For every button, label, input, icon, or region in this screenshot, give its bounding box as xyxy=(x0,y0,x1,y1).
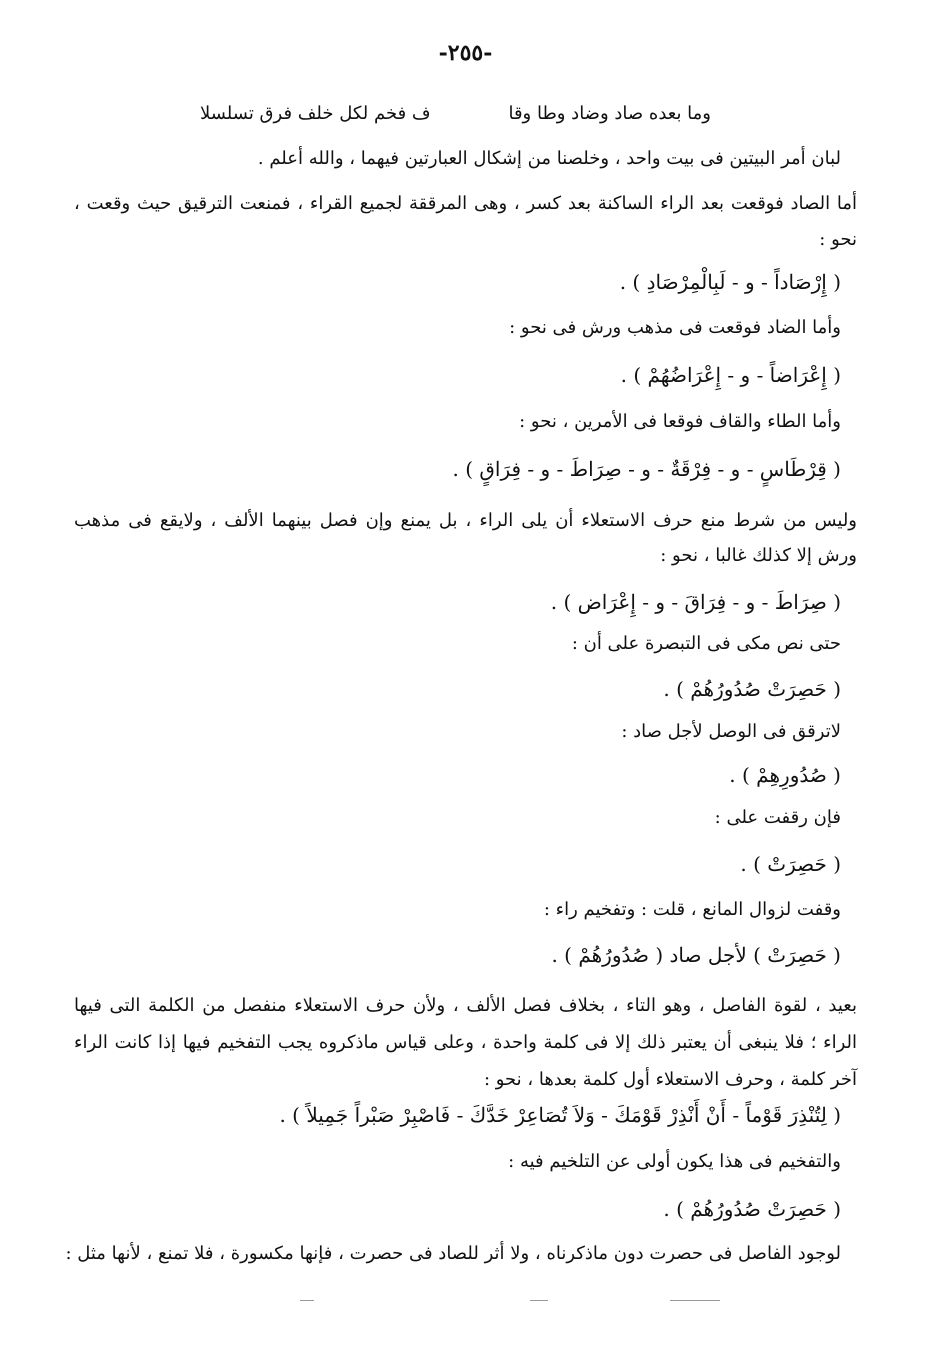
quran-quote: ( صِرَاطَ - و - فِرَاقَ - و - إِعْرَاض ) . xyxy=(550,590,841,614)
quran-quote: ( إِعْرَاضاً - و - إِعْرَاضُهُمْ ) . xyxy=(620,363,841,387)
quran-quote: ( صُدُورِهِمْ ) . xyxy=(729,763,841,787)
footer-rule-marks xyxy=(300,1300,720,1302)
text-line: والتفخيم فى هذا يكون أولى عن التلخيم فيه : xyxy=(508,1151,841,1172)
verse-hemistich-left: ف فخم لكل خلف فرق تسلسلا xyxy=(200,103,431,124)
rule-dash xyxy=(300,1300,314,1301)
paragraph: بعيد ، لقوة الفاصل ، وهو التاء ، بخلاف فصل الألف ، ولأن حرف الاستعلاء منفصل من الكلمة التى فيها الراء ؛ فلا ينبغى أن يعتبر ذلك إلا فى كلمة واحدة ، وعلى قياس ماذكروه يجب التفخيم فيها إذا كانت الراء آخر كلمة ، وحرف الاستعلاء أول كلمة بعدها ، نحو : xyxy=(74,995,857,1090)
text-line: لوجود الفاصل فى حصرت دون ماذكرناه ، ولا أثر للصاد فى حصرت ، فإنها مكسورة ، فلا تمنع ، لأنها مثل : xyxy=(65,1243,841,1264)
text-line: لاترقق فى الوصل لأجل صاد : xyxy=(621,721,841,742)
quran-quote: ( لِتُنْذِرَ قَوْماً - أَنْ أَنْذِرْ قَوْمَكَ - وَلاَ تُصَاعِرْ خَدَّكَ - فَاصْبِرْ صَبْراً جَمِيلاً ) . xyxy=(279,1103,841,1127)
poetry-verse xyxy=(200,103,711,124)
verse-hemistich-right: وما بعده صاد وضاد وطا وقا xyxy=(508,103,711,124)
quran-quote: ( حَصِرَتْ صُدُورُهُمْ ) . xyxy=(663,1197,841,1221)
paragraph: أما الصاد فوقعت بعد الراء الساكنة بعد كسر ، وهى المرققة لجميع القراء ، فمنعت الترقيق حيث وقعت ، نحو : xyxy=(74,193,857,250)
rule-dash xyxy=(670,1300,720,1301)
text-line: وأما الطاء والقاف فوقعا فى الأمرين ، نحو : xyxy=(519,411,841,432)
quran-quote: ( قِرْطَاسٍ - و - فِرْقَةٌ - و - صِرَاطَ - و - فِرَاقٍ ) . xyxy=(452,457,841,481)
rule-dash xyxy=(530,1300,548,1301)
quran-quote: ( حَصِرَتْ ) لأجل صاد ( صُدُورُهُمْ ) . xyxy=(551,943,841,967)
text-line: وقفت لزوال المانع ، قلت : وتفخيم راء : xyxy=(543,899,841,920)
text-line: فإن رقفت على : xyxy=(714,807,841,828)
quran-quote: ( حَصِرَتْ ) . xyxy=(740,852,841,876)
text-line: حتى نص مكى فى التبصرة على أن : xyxy=(571,633,841,654)
page-number: -٢٥٥- xyxy=(438,40,493,66)
paragraph: وليس من شرط منع حرف الاستعلاء أن يلى الراء ، بل يمنع وإن فصل بينهما الألف ، ولايقع فى مذهب ورش إلا كذلك غالبا ، نحو : xyxy=(74,510,857,566)
text-line: لبان أمر البيتين فى بيت واحد ، وخلصنا من إشكال العبارتين فيهما ، والله أعلم . xyxy=(257,148,841,169)
text-line: وأما الضاد فوقعت فى مذهب ورش فى نحو : xyxy=(509,317,841,338)
quran-quote: ( حَصِرَتْ صُدُورُهُمْ ) . xyxy=(663,677,841,701)
quran-quote: ( إِرْصَاداً - و - لَبِالْمِرْصَادِ ) . xyxy=(619,270,841,294)
